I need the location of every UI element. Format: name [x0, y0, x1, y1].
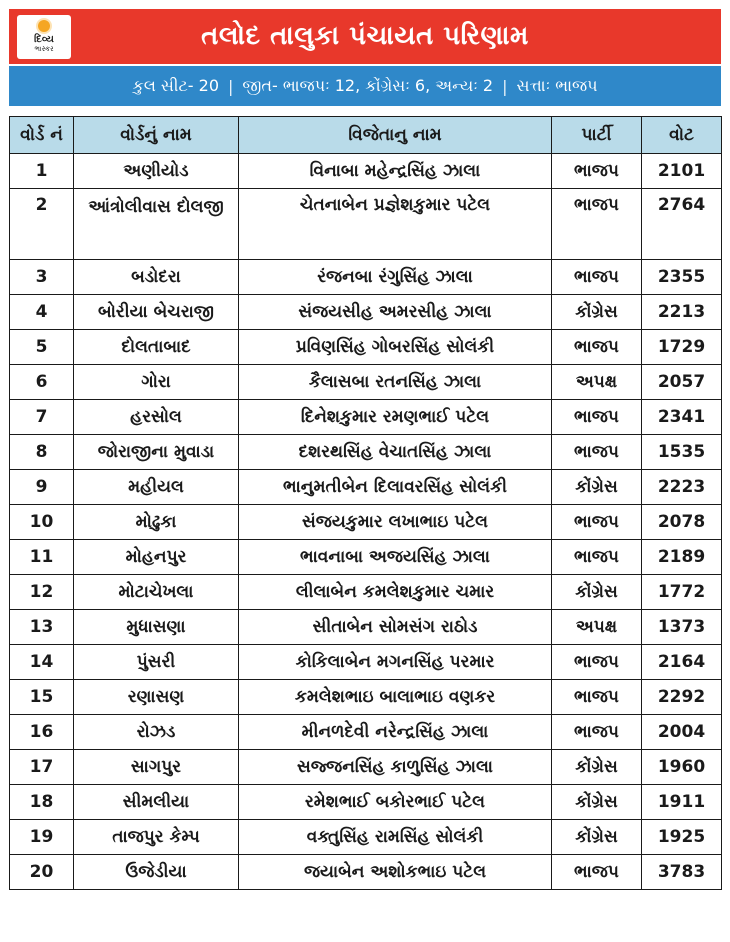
header-winner: વિજેતાનુ નામ	[239, 117, 552, 154]
header-party: પાર્ટી	[552, 117, 642, 154]
table-row	[10, 750, 722, 785]
table-row	[10, 785, 722, 820]
winner-name-cell: જયાબેન અશોકભાઇ પટેલ	[239, 855, 552, 890]
party-cell: કોંગ્રેસ	[552, 470, 642, 505]
winner-name-cell: મીનળદેવી નરેન્દ્રસિંહ ઝાલા	[239, 715, 552, 750]
ward-name-cell: મહીયલ	[74, 470, 239, 505]
winner-name-cell: સજ્જનસિંહ કાળુસિંહ ઝાલા	[239, 750, 552, 785]
votes-cell: 2355	[642, 260, 722, 295]
party-cell: ભાજપ	[552, 400, 642, 435]
party-cell: ભાજપ	[552, 680, 642, 715]
party-cell: ભાજપ	[552, 715, 642, 750]
votes-cell: 2078	[642, 505, 722, 540]
votes-cell: 1772	[642, 575, 722, 610]
votes-cell: 2101	[642, 154, 722, 189]
ward-number-cell: 16	[10, 715, 74, 750]
party-cell: ભાજપ	[552, 855, 642, 890]
winner-name-cell: ચેતનાબેન પ્રજ્ઞેશકુમાર પટેલ	[239, 189, 552, 260]
party-cell: ભાજપ	[552, 435, 642, 470]
ward-name-cell: તાજપુર કેમ્પ	[74, 820, 239, 855]
votes-cell: 1729	[642, 330, 722, 365]
party-cell: કોંગ્રેસ	[552, 785, 642, 820]
table-row	[10, 189, 722, 260]
votes-cell: 2189	[642, 540, 722, 575]
party-cell: ભાજપ	[552, 540, 642, 575]
logo-text-line1: દિવ્ય	[34, 34, 54, 45]
party-cell: કોંગ્રેસ	[552, 820, 642, 855]
ward-number-cell: 11	[10, 540, 74, 575]
ward-number-cell: 7	[10, 400, 74, 435]
ward-number-cell: 10	[10, 505, 74, 540]
ward-number-cell: 8	[10, 435, 74, 470]
ward-number-cell: 3	[10, 260, 74, 295]
ward-name-cell: મુધાસણા	[74, 610, 239, 645]
winner-name-cell: કૈલાસબા રતનસિંહ ઝાલા	[239, 365, 552, 400]
party-cell: ભાજપ	[552, 189, 642, 260]
ward-number-cell: 20	[10, 855, 74, 890]
header-ward-name: વોર્ડનું નામ	[74, 117, 239, 154]
votes-cell: 1373	[642, 610, 722, 645]
winner-name-cell: દશરથસિંહ વેચાતસિંહ ઝાલા	[239, 435, 552, 470]
ward-name-cell: બડોદરા	[74, 260, 239, 295]
ward-name-cell: જોરાજીના મુવાડા	[74, 435, 239, 470]
results-table	[9, 116, 722, 890]
ward-number-cell: 1	[10, 154, 74, 189]
table-row	[10, 505, 722, 540]
table-row	[10, 470, 722, 505]
winner-name-cell: દિનેશકુમાર રમણભાઈ પટેલ	[239, 400, 552, 435]
total-seats: કુલ સીટ- 20	[132, 76, 219, 95]
winner-name-cell: વિનાબા મહેન્દ્રસિંહ ઝાલા	[239, 154, 552, 189]
party-cell: ભાજપ	[552, 645, 642, 680]
winner-name-cell: સંજયકુમાર લખાભાઇ પટેલ	[239, 505, 552, 540]
summary-bar	[9, 66, 721, 106]
ward-number-cell: 4	[10, 295, 74, 330]
party-cell: અપક્ષ	[552, 365, 642, 400]
table-row	[10, 610, 722, 645]
votes-cell: 2341	[642, 400, 722, 435]
ward-name-cell: મોઢુકા	[74, 505, 239, 540]
ward-name-cell: દોલતાબાદ	[74, 330, 239, 365]
votes-cell: 2764	[642, 189, 722, 260]
title-bar	[9, 9, 721, 64]
party-cell: ભાજપ	[552, 330, 642, 365]
winner-name-cell: સંજયસીહ અમરસીહ ઝાલા	[239, 295, 552, 330]
table-row	[10, 295, 722, 330]
table-row	[10, 540, 722, 575]
ward-name-cell: મોટાચેખલા	[74, 575, 239, 610]
winner-name-cell: કોકિલાબેન મગનસિંહ પરમાર	[239, 645, 552, 680]
party-cell: કોંગ્રેસ	[552, 750, 642, 785]
seats-won: જીત- ભાજપઃ 12, કોંગ્રેસઃ 6, અન્યઃ 2	[242, 76, 494, 95]
divya-bhaskar-logo	[17, 15, 71, 59]
ward-name-cell: સીમલીયા	[74, 785, 239, 820]
ward-name-cell: સાગપુર	[74, 750, 239, 785]
ward-number-cell: 18	[10, 785, 74, 820]
table-row	[10, 154, 722, 189]
winner-name-cell: પ્રવિણસિંહ ગોબરસિંહ સોલંકી	[239, 330, 552, 365]
winner-name-cell: લીલાબેન કમલેશકુમાર ચમાર	[239, 575, 552, 610]
table-row	[10, 680, 722, 715]
table-row	[10, 820, 722, 855]
ward-number-cell: 9	[10, 470, 74, 505]
votes-cell: 1535	[642, 435, 722, 470]
votes-cell: 2292	[642, 680, 722, 715]
winner-name-cell: વક્તુસિંહ રામસિંહ સોલંકી	[239, 820, 552, 855]
table-row	[10, 435, 722, 470]
ward-name-cell: હરસોલ	[74, 400, 239, 435]
votes-cell: 2223	[642, 470, 722, 505]
sun-icon	[38, 20, 50, 32]
ruling-party: સત્તાઃ ભાજપ	[516, 76, 598, 95]
party-cell: અપક્ષ	[552, 610, 642, 645]
table-row	[10, 855, 722, 890]
separator: |	[502, 76, 508, 96]
votes-cell: 1911	[642, 785, 722, 820]
ward-number-cell: 19	[10, 820, 74, 855]
header-ward-no: વોર્ડ નં	[10, 117, 74, 154]
ward-number-cell: 15	[10, 680, 74, 715]
winner-name-cell: રમેશભાઈ બકોરભાઈ પટેલ	[239, 785, 552, 820]
ward-name-cell: બોરીયા બેચરાજી	[74, 295, 239, 330]
ward-name-cell: પુંસરી	[74, 645, 239, 680]
ward-name-cell: ગોરા	[74, 365, 239, 400]
winner-name-cell: રંજનબા રંગુસિંહ ઝાલા	[239, 260, 552, 295]
winner-name-cell: ભાવનાબા અજયસિંહ ઝાલા	[239, 540, 552, 575]
ward-number-cell: 2	[10, 189, 74, 260]
table-header-row	[10, 117, 722, 154]
ward-number-cell: 14	[10, 645, 74, 680]
ward-name-cell: રણાસણ	[74, 680, 239, 715]
votes-cell: 1925	[642, 820, 722, 855]
winner-name-cell: કમલેશભાઇ બાલાભાઇ વણકર	[239, 680, 552, 715]
table-row	[10, 715, 722, 750]
ward-name-cell: આંત્રોલીવાસ દોલજી	[74, 189, 239, 260]
winner-name-cell: સીતાબેન સોમસંગ રાઠોડ	[239, 610, 552, 645]
logo-text-line2: ભાસ્કર	[34, 45, 54, 53]
party-cell: કોંગ્રેસ	[552, 575, 642, 610]
table-row	[10, 575, 722, 610]
votes-cell: 3783	[642, 855, 722, 890]
party-cell: ભાજપ	[552, 260, 642, 295]
page-title: તલોદ તાલુકા પંચાયત પરિણામ	[201, 21, 529, 51]
separator: |	[228, 76, 234, 96]
ward-name-cell: રોઝડ	[74, 715, 239, 750]
ward-number-cell: 12	[10, 575, 74, 610]
header-votes: વોટ	[642, 117, 722, 154]
table-row	[10, 330, 722, 365]
ward-name-cell: ઉજેડીયા	[74, 855, 239, 890]
ward-number-cell: 6	[10, 365, 74, 400]
party-cell: કોંગ્રેસ	[552, 295, 642, 330]
table-row	[10, 260, 722, 295]
ward-name-cell: અણીયોડ	[74, 154, 239, 189]
table-row	[10, 365, 722, 400]
votes-cell: 1960	[642, 750, 722, 785]
ward-number-cell: 5	[10, 330, 74, 365]
table-row	[10, 645, 722, 680]
votes-cell: 2004	[642, 715, 722, 750]
table-row	[10, 400, 722, 435]
party-cell: ભાજપ	[552, 154, 642, 189]
votes-cell: 2213	[642, 295, 722, 330]
ward-name-cell: મોહનપુર	[74, 540, 239, 575]
winner-name-cell: ભાનુમતીબેન દિલાવરસિંહ સોલંકી	[239, 470, 552, 505]
votes-cell: 2057	[642, 365, 722, 400]
votes-cell: 2164	[642, 645, 722, 680]
party-cell: ભાજપ	[552, 505, 642, 540]
ward-number-cell: 17	[10, 750, 74, 785]
ward-number-cell: 13	[10, 610, 74, 645]
